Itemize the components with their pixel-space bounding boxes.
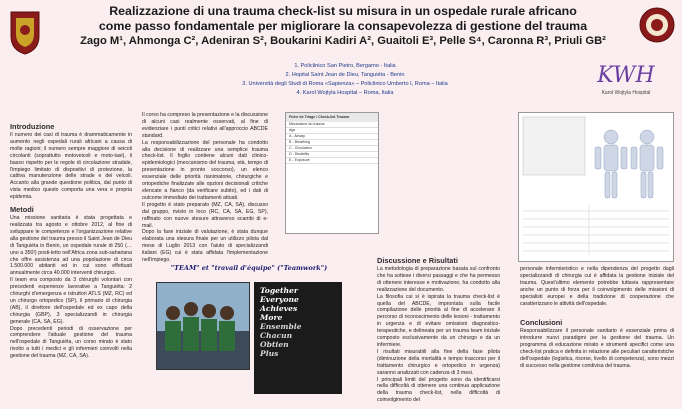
column-discussion-continued bbox=[520, 266, 674, 307]
hospital-logo-name: Karol Wojtyla Hospital bbox=[601, 90, 651, 96]
intro-heading: Introduzione bbox=[10, 122, 55, 131]
authors: Zago M¹, Ahmonga C², Adeniran S², Boukarini Kadiri A², Guaitoli E³, Pelle S⁴, Caronna R³, Priuli GB² bbox=[80, 35, 606, 47]
conclusions-text: Responsabilizzare il personale sanitario è essenziale prima di introdurre nuovi paradigmi per la gestione del trauma. Un programma di educazione mirato e strumenti specifici come una check-list pratica e definita in relazione alle peculiari caratteristiche dell'ospedale (logistica, risorse, livello di competenza), sono mezzi di successo nella gestione condivisa del trauma. bbox=[520, 328, 674, 369]
motto-line: Everyone bbox=[260, 295, 299, 304]
poster-title bbox=[48, 4, 638, 48]
motto-line: Ensemble bbox=[260, 322, 302, 331]
course-p2: La responsabilizzazione del personale ha condotto alla decisione di realizzare una semplice trauma check-list. Il foglio contiene alcuni dati clinico-epidemiologici (meccanismo del trauma, età, tempo di presentazione in pronto soccorso), un elenco essenziale delle priorità rianimatorie, chirurgiche e ortopediche finalizzate alle opzioni decisionali critiche elencate a fianco (da verificare subito), ed i dati di outcome immediato dei trattamenti attuati. bbox=[142, 139, 268, 201]
column-intro-methods bbox=[10, 122, 132, 360]
affiliation-4: 4. Karol Wojtyla Hospital – Roma, Italia bbox=[296, 90, 394, 96]
discussion-heading: Discussione e Risultati bbox=[377, 256, 458, 265]
title-line-1: Realizzazione di una trauma check-list su misura in un ospedale rurale africano bbox=[109, 4, 577, 18]
motto-line: Achieves bbox=[260, 304, 298, 313]
checklist-row: E - Exposure bbox=[286, 158, 378, 164]
checklist-row: D - Disability bbox=[286, 152, 378, 158]
discussion-p2: La filosofia cui si è ispirata la trauma check-list è quella del ABCDE, improntata sulla facile compilazione delle priorità al fine di accelerare il percorso di riconoscimento delle lesioni - trattamento in urgenza e di evitare omissioni diagnostico-terapeutiche, e delineata per un trauma team iniziale composto esclusivamente da un chirurgo e da un infermiere. bbox=[377, 293, 500, 348]
team-photo-icon bbox=[156, 282, 250, 370]
discussion-p1: La metodologia di preparazione basata sul confronto che ha sottese i diversi passaggi e che ha permesso di ottenere interesse e motivazione, ha condotto alla realizzazione del documento. bbox=[377, 266, 500, 293]
university-crest-icon bbox=[7, 8, 43, 56]
checklist-header: Fiche de Triage / Check-list Trauma bbox=[286, 113, 378, 122]
column-discussion bbox=[377, 256, 500, 404]
checklist-row: B - Breathing bbox=[286, 140, 378, 146]
teamwork-caption: "TEAM" et "travail d'équipe" ("Teamwork") bbox=[170, 264, 328, 272]
checklist-row: A - Airway bbox=[286, 134, 378, 140]
motto-line: Obtien bbox=[260, 340, 289, 349]
column-course bbox=[142, 112, 268, 264]
intro-text: Il numero dei casi di trauma è drammaticamente in aumento negli ospedali rurali africani a causa di molte ragioni; il numero sempre maggiore di veicoli circolanti (soprattutto motoveicoli e moto-taxi), il basso rispetto per le regole di circolazione stradale, l'impiego limitato di dispositivi di protezione, la cattiva manutenzione delle strade e dei veicoli. Accanto alla grande questione politica, dal punto di vista medico questo comporta una vera e propria epidemia. bbox=[10, 132, 132, 201]
motto-line: Chacun bbox=[260, 331, 293, 340]
course-p4: Dopo la fase iniziale di valutazione, è stata dunque elaborata una stesura finale per un utilizzo pilota dal mese di Luglio 2013 con l'aiuto di specializzandi italiani (EG) cui è stata affidata l'implementazione nell'impiego. bbox=[142, 229, 268, 264]
sapienza-seal-icon bbox=[638, 6, 676, 44]
conclusions-heading: Conclusioni bbox=[520, 318, 563, 327]
affiliations bbox=[190, 62, 500, 98]
checklist-row: Mecanisme du trauma bbox=[286, 122, 378, 128]
motto-line: Plus bbox=[260, 349, 279, 358]
hospital-logo bbox=[588, 62, 664, 108]
checklist-row: C - Circulation bbox=[286, 146, 378, 152]
discussion-continued-text: personale infermieristico e nella dipendenza del progetto dagli specializzandi di chirurgia cui è affidata la gestione iniziale del trauma. Quest'ultimo elemento potrebbe tuttavia rappresentare anche un punto di forza per il coinvolgimento delle missioni di specialisti europei e della tradizione di cooperazione che caratterizzano le attività dell'ospedale. bbox=[520, 266, 674, 307]
checklist-document bbox=[285, 112, 379, 234]
teamwork-motto bbox=[254, 282, 342, 394]
affiliation-1: 1. Policlinico San Pietro, Bergamo - Italia bbox=[294, 63, 396, 69]
course-p3: Il progetto è stato preparato (MZ, CA, SA), discusso dal gruppo, rivisto in loco (RC, CA, SA, EG, SP), raffinato con nuove stesure attraverso scambi di e-mail. bbox=[142, 201, 268, 229]
affiliation-2: 2. Hopital Saint Jean de Dieu, Tanguiéta - Benin bbox=[285, 72, 405, 78]
column-conclusions bbox=[520, 318, 674, 369]
motto-line: Together bbox=[260, 286, 298, 295]
course-p1: Il corso ha compreso la presentazione e la discussione di alcuni casi realmente osservati, al fine di evidenziare i punti critici relativi all'approccio ABCDE standard. bbox=[142, 112, 269, 139]
body-diagram-icon bbox=[519, 113, 673, 261]
hospital-logo-mark: KWH bbox=[597, 63, 655, 88]
checklist-body-diagram bbox=[518, 112, 674, 262]
checklist-row: Age bbox=[286, 128, 378, 134]
methods-p1: Una missione sanitaria è stata progettata e realizzata tra agosto e ottobre 2012, al fine di sviluppare le competenze e l'organizzazione relative alla gestione del trauma presso il Saint Jean de Dieu di Tanguiéta in Benin, un ospedale rurale di 250 (…uno a 350!) posti-letto nell'Africa zona sub-sahariana che offre assistenza ad una popolazione di circa 1.500.000 abitanti ed in cui sono effettuati annualmente circa 40.000 interventi chirurgici. bbox=[10, 215, 132, 277]
methods-heading: Metodi bbox=[10, 205, 34, 215]
discussion-p3: I risultati misurabili alla fine della fase pilota (diminuzione della mortalità e tempo trascorso per il trattamento chirurgico e ortopedico in urgenza) saranno analizzati con cadenza di 3 mesi. bbox=[377, 348, 500, 376]
title-line-2: come passo fondamentale per migliorare la consapevolezza di gestione del trauma bbox=[98, 19, 588, 33]
discussion-p4: I principali limiti del progetto sono da identificarsi nella difficoltà di ottenere una continua applicazione della trauma check-list, nella difficoltà di coinvolgimento del bbox=[377, 376, 500, 404]
motto-line: More bbox=[260, 313, 283, 322]
methods-p3: Dopo precedenti periodi di osservazione per comprendere l'attuale gestione del trauma nell'ospedale di Tanguiéta, un corso mirato è stato rivolto a tutti i medici e gli infermieri coinvolti nella gestione del trauma (MZ, CA, SA). bbox=[10, 325, 132, 360]
methods-p2: Il team era composto da 3 chirurghi volontari con precedenti esperienze lavorative a Tanguiéta: 2 chirurghi d'emergenza e istruttori ATLS (MZ, RC) ed un chirurgo ortopedico (SP), il primario di chirurgia (AB), il direttore dell'ospedale ed ex capo della chirurgia (GBP), 3 specializzandi in chirurgia generale (CA, SA, EG). bbox=[10, 277, 132, 325]
affiliation-3: 3. Università degli Studi di Roma «Sapienza» – Policlinico Umberto I, Roma – Italia bbox=[242, 81, 448, 87]
